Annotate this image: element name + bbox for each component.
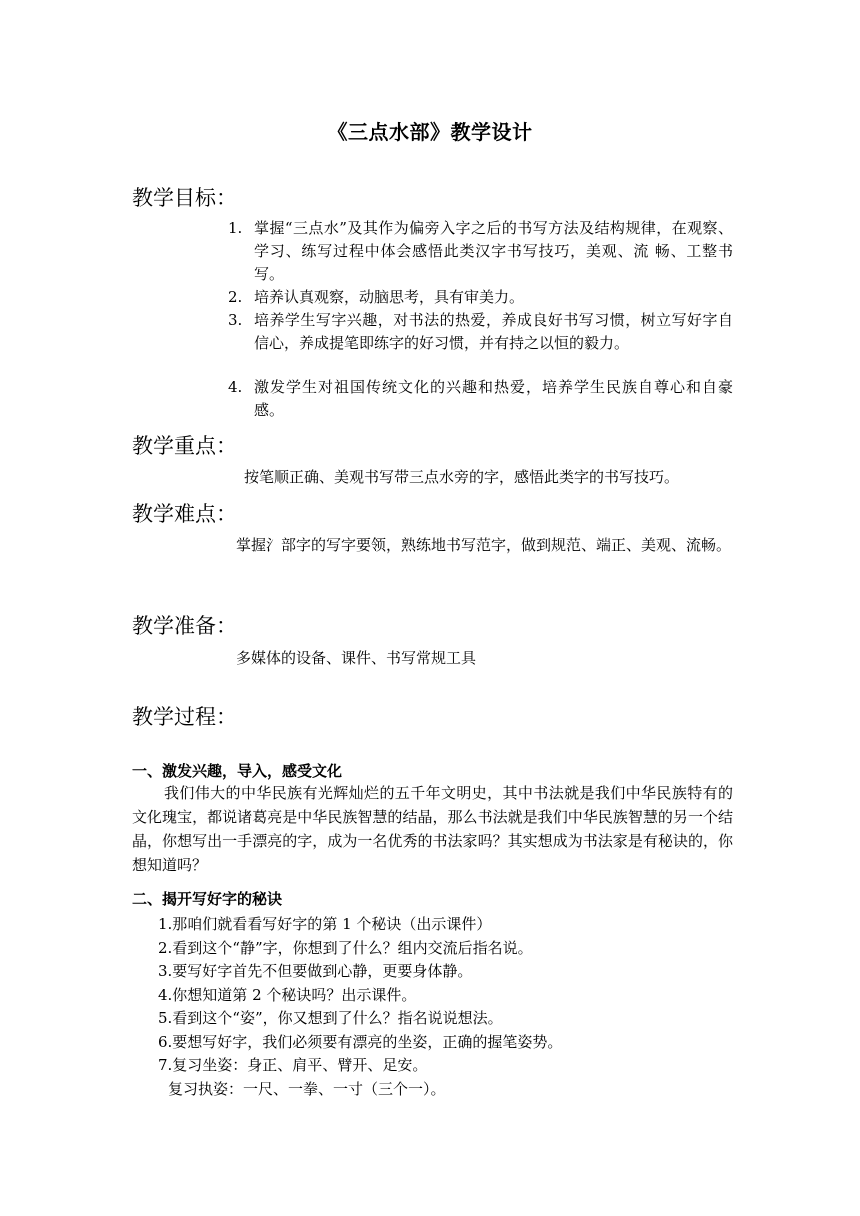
step-extra: 复习执姿：一尺、一拳、一寸（三个一）。	[168, 1079, 446, 1098]
step-item: 6.要想写好字，我们必须要有漂亮的坐姿，正确的握笔姿势。	[158, 1032, 563, 1051]
objective-text: 掌握“三点水”及其作为偏旁入字之后的书写方法及结构规律，在观察、学习、练写过程中体会感悟此类汉字书写技巧，美观、流 畅、工整书写。	[254, 219, 733, 283]
key-points-heading: 教学重点：	[132, 434, 237, 458]
difficulties-heading: 教学难点：	[132, 502, 237, 526]
section-1-title: 一、激发兴趣，导入，感受文化	[132, 762, 343, 780]
objectives-heading: 教学目标：	[132, 186, 237, 210]
step-item: 1.那咱们就看看写好字的第 1 个秘诀（出示课件）	[158, 915, 492, 933]
objective-number: 4.	[228, 378, 243, 396]
objective-text: 激发学生对祖国传统文化的兴趣和热爱，培养学生民族自尊心和自豪感。	[254, 378, 733, 419]
objective-text: 培养学生写字兴趣，对书法的热爱，养成良好书写习惯，树立写好字自信心，养成提笔即练字的好习惯，并有持之以恒的毅力。	[254, 311, 733, 352]
step-item: 3.要写好字首先不但要做到心静，更要身体静。	[158, 962, 473, 980]
difficulties-text: 掌握氵部字的写字要领，熟练地书写范字，做到规范、端正、美观、流畅。	[236, 536, 732, 554]
objective-number: 1.	[228, 219, 243, 237]
step-item: 7.复习坐姿：身正、肩平、臂开、足安。	[158, 1056, 428, 1074]
section-2-title: 二、揭开写好字的秘诀	[132, 890, 283, 908]
objective-item-2	[228, 286, 733, 309]
key-points-text: 按笔顺正确、美观书写带三点水旁的字，感悟此类字的书写技巧。	[244, 468, 680, 486]
process-heading: 教学过程：	[132, 705, 237, 729]
objective-item-3	[228, 309, 733, 355]
section-1-paragraph: 我们伟大的中华民族有光辉灿烂的五千年文明史，其中书法就是我们中华民族特有的文化瑰宝，都说诸葛亮是中华民族智慧的结晶，那么书法就是我们中华民族智慧的另一个结晶，你想写出一手漂亮的字，成为一名优秀的书法家吗？其实想成为书法家是有秘诀的，你想知道吗？	[132, 784, 733, 874]
preparation-text: 多媒体的设备、课件、书写常规工具	[236, 649, 477, 667]
step-item: 4.你想知道第 2 个秘诀吗？出示课件。	[158, 985, 417, 1004]
section-2-steps	[158, 913, 733, 1101]
objective-item-4	[228, 376, 733, 422]
objective-number: 3.	[228, 311, 243, 329]
document-title: 《三点水部》教学设计	[327, 120, 533, 144]
step-item: 2.看到这个“静”字，你想到了什么？组内交流后指名说。	[158, 938, 533, 957]
objective-text: 培养认真观察，动脑思考，具有审美力。	[254, 288, 525, 306]
step-item: 5.看到这个“姿”，你又想到了什么？指名说说想法。	[158, 1009, 503, 1027]
objective-number: 2.	[228, 288, 243, 306]
preparation-heading: 教学准备：	[132, 614, 237, 638]
objective-item-1	[228, 217, 733, 286]
